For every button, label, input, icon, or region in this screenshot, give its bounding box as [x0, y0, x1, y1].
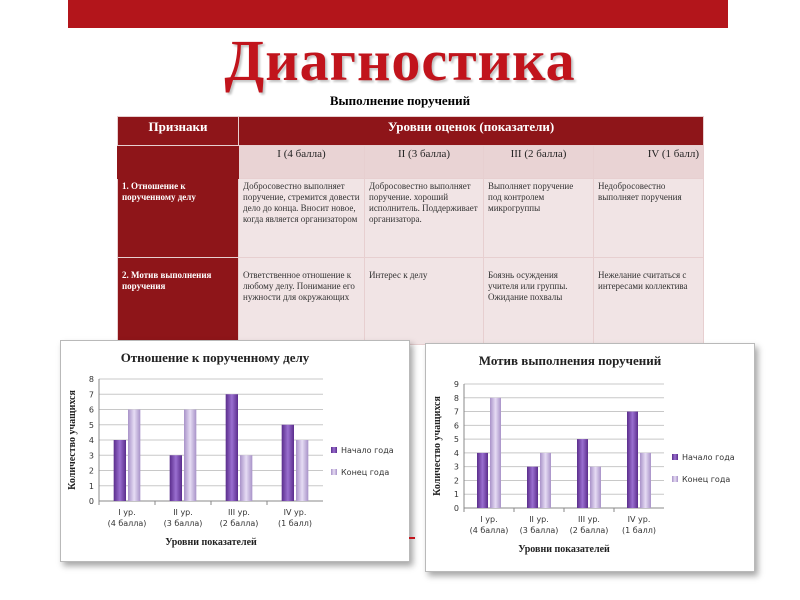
x-tick-label: IV ур.	[627, 515, 651, 524]
table-row	[118, 258, 704, 345]
legend-swatch	[672, 454, 678, 460]
bar-start	[170, 455, 182, 501]
bar-start	[627, 412, 638, 508]
y-axis-label: Количество учащихся	[432, 396, 443, 496]
legend-label: Конец года	[341, 468, 390, 477]
row-label: 2. Мотив выполнения поручения	[118, 258, 239, 345]
chart-title: Отношение к порученному делу	[120, 350, 310, 365]
chart-motive	[425, 343, 755, 572]
x-tick-label: II ур.	[529, 515, 549, 524]
table-cell: Ответственное отношение к любому делу. Понимание его нужности для окружающих	[239, 258, 365, 345]
x-tick-label: (4 балла)	[469, 526, 509, 535]
bar-end	[490, 398, 501, 508]
y-tick-label: 2	[88, 466, 94, 476]
x-tick-label: IV ур.	[283, 508, 307, 517]
legend-label: Начало года	[341, 446, 394, 455]
table-cell: Боязнь осуждения учителя или группы. Ожидание похвалы	[484, 258, 594, 345]
bar-start	[226, 394, 238, 501]
diagnostics-table	[117, 116, 704, 345]
y-axis-label: Количество учащихся	[67, 390, 78, 490]
table-levels-row	[118, 146, 704, 179]
y-tick-label: 3	[88, 451, 94, 461]
row-label: 1. Отношение к порученному делу	[118, 179, 239, 258]
table-row	[118, 179, 704, 258]
header-criteria: Признаки	[118, 117, 239, 146]
page-subtitle: Выполнение поручений	[329, 93, 471, 108]
table-cell: Нежелание считаться с интересами коллектива	[594, 258, 704, 345]
chart-attitude	[60, 340, 410, 562]
header-blank-cell	[118, 146, 239, 179]
bar-end	[240, 455, 252, 501]
bar-end	[590, 467, 601, 508]
top-accent-bar	[68, 0, 728, 28]
table-cell: Интерес к делу	[365, 258, 484, 345]
x-axis-label: Уровни показателей	[165, 537, 257, 548]
level-header: II (3 балла)	[365, 146, 484, 179]
x-tick-label: (4 балла)	[107, 519, 147, 528]
legend-label: Начало года	[682, 453, 735, 462]
bar-start	[577, 439, 588, 508]
level-header: I (4 балла)	[239, 146, 365, 179]
x-tick-label: II ур.	[173, 508, 193, 517]
y-tick-label: 8	[88, 375, 94, 384]
y-tick-label: 4	[453, 448, 459, 458]
legend-swatch	[331, 447, 337, 453]
y-tick-label: 7	[88, 390, 94, 400]
x-tick-label: (3 балла)	[163, 519, 203, 528]
legend-label: Конец года	[682, 475, 731, 484]
y-tick-label: 1	[88, 481, 94, 491]
x-tick-label: (2 балла)	[569, 526, 609, 535]
chart-title: Мотив выполнения поручений	[478, 353, 662, 368]
table-cell: Добросовестно выполняет поручение. хороший исполнитель. Поддерживает организатора.	[365, 179, 484, 258]
bar-end	[184, 410, 196, 502]
bar-end	[128, 410, 140, 502]
x-tick-label: III ур.	[578, 515, 600, 524]
page-title: Диагностика	[224, 28, 576, 93]
x-tick-label: I ур.	[480, 515, 498, 524]
bar-end	[540, 453, 551, 508]
bar-start	[477, 453, 488, 508]
table-cell: Добросовестно выполняет поручение, стремится довести дело до конца. Вносит новое, когда является организатором	[239, 179, 365, 258]
y-tick-label: 6	[88, 405, 94, 415]
table-header-row	[118, 117, 704, 146]
bar-start	[114, 440, 126, 501]
x-tick-label: (1 балл)	[278, 519, 312, 528]
y-tick-label: 2	[453, 476, 459, 486]
level-header: IV (1 балл)	[594, 146, 704, 179]
chart-attitude-svg	[61, 341, 409, 561]
y-tick-label: 5	[453, 435, 459, 445]
x-tick-label: (2 балла)	[219, 519, 259, 528]
legend-swatch	[331, 469, 337, 475]
y-tick-label: 9	[453, 380, 459, 389]
y-tick-label: 5	[88, 420, 94, 430]
y-tick-label: 4	[88, 436, 94, 445]
header-levels: Уровни оценок (показатели)	[239, 117, 704, 146]
x-tick-label: III ур.	[228, 508, 250, 517]
chart-motive-svg	[426, 344, 754, 571]
y-tick-label: 1	[453, 490, 459, 500]
legend-swatch	[672, 476, 678, 482]
y-tick-label: 3	[453, 462, 459, 472]
bar-end	[640, 453, 651, 508]
x-axis-label: Уровни показателей	[518, 544, 610, 555]
bar-start	[282, 425, 294, 501]
level-header: III (2 балла)	[484, 146, 594, 179]
table-cell: Выполняет поручение под контролем микрогруппы	[484, 179, 594, 258]
decorative-mark	[409, 537, 415, 539]
y-tick-label: 6	[453, 421, 459, 431]
y-tick-label: 0	[453, 504, 459, 513]
bar-end	[296, 440, 308, 501]
x-tick-label: (3 балла)	[519, 526, 559, 535]
x-tick-label: (1 балл)	[622, 526, 656, 535]
bar-start	[527, 467, 538, 508]
y-tick-label: 7	[453, 407, 459, 417]
table-cell: Недобросовестно выполняет поручения	[594, 179, 704, 258]
y-tick-label: 0	[88, 497, 94, 506]
y-tick-label: 8	[453, 393, 459, 403]
x-tick-label: I ур.	[118, 508, 136, 517]
